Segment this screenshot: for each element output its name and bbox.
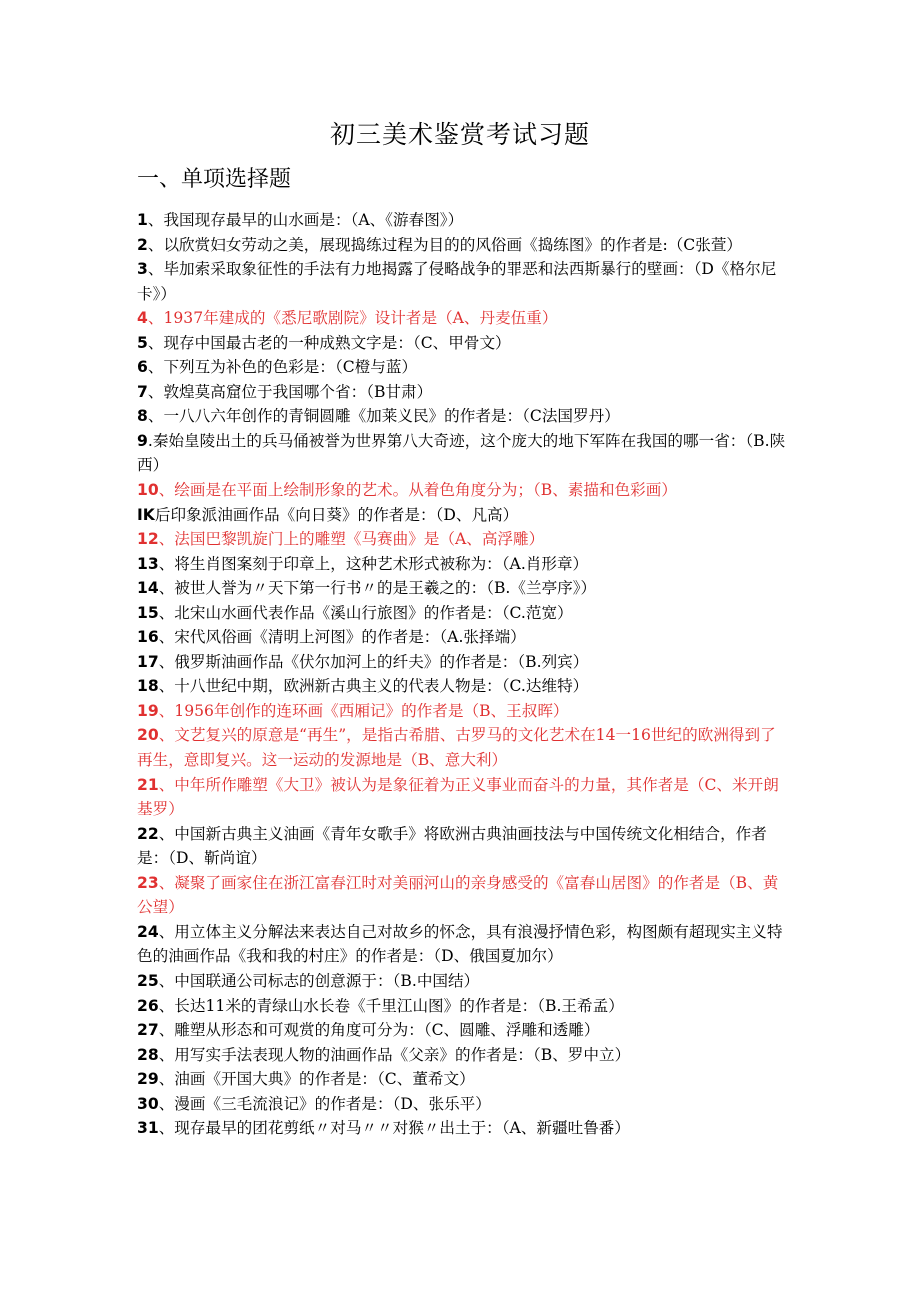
question-number: 21: [137, 775, 159, 794]
question-text: 、被世人誉为〃天下第一行书〃的是王羲之的：（B.《兰亭序》）: [158, 579, 597, 598]
question-text: 、毕加索采取象征性的手法有力地揭露了侵略战争的罪恶和法西斯暴行的壁画：（D《格尔尼卡》）: [137, 260, 777, 303]
question-item: [137, 650, 787, 675]
question-item: [137, 674, 787, 699]
question-item: [137, 233, 787, 258]
question-item: [137, 208, 787, 233]
question-number: 1: [137, 211, 148, 229]
question-item: [137, 871, 787, 920]
question-list: [137, 208, 787, 1141]
question-text: 、敦煌莫高窟位于我国哪个省：（B甘肃）: [147, 382, 433, 401]
question-item: [137, 920, 787, 969]
question-text: 、中国新古典主义油画《青年女歌手》将欧洲古典油画技法与中国传统文化相结合，作者是：（D、靳尚谊）: [137, 824, 767, 868]
question-number: 15: [137, 603, 159, 622]
question-item: [137, 503, 787, 528]
question-text: 、俄罗斯油画作品《伏尔加河上的纤夫》的作者是：（B.列宾）: [158, 652, 589, 671]
question-text: .秦始皇陵出土的兵马俑被誉为世界第八大奇迹，这个庞大的地下军阵在我国的哪一省：（B.陕西）: [137, 431, 786, 475]
question-item: [137, 429, 787, 478]
question-text: 、我国现存最早的山水画是：（A、《游春图》）: [147, 211, 464, 229]
question-number: 27: [137, 1021, 159, 1040]
question-number: 26: [137, 996, 159, 1015]
question-text: 、绘画是在平面上绘制形象的艺术。从着色角度分为；（B、素描和色彩画）: [158, 481, 677, 500]
question-number: 28: [137, 1045, 159, 1064]
question-number: 18: [137, 677, 159, 696]
question-item: [137, 1067, 787, 1092]
section-heading: 一、单项选择题: [137, 167, 292, 192]
question-number: 8: [137, 407, 148, 426]
question-item: [137, 969, 787, 994]
question-item: [137, 773, 787, 822]
question-number: 10: [137, 481, 159, 500]
question-number: 19: [137, 701, 159, 720]
question-item: [137, 306, 787, 331]
question-item: [137, 576, 787, 601]
question-item: [137, 699, 787, 724]
question-number: 7: [137, 382, 148, 401]
question-item: [137, 1018, 787, 1043]
question-number: IK: [137, 505, 155, 524]
question-number: 4: [137, 309, 148, 328]
question-number: 31: [137, 1119, 159, 1138]
question-text: 、用立体主义分解法来表达自己对故乡的怀念，具有浪漫抒情色彩，构图颇有超现实主义特色的油画作品《我和我的村庄》的作者是：（D、俄国夏加尔）: [137, 922, 783, 966]
question-number: 20: [137, 726, 159, 745]
question-number: 30: [137, 1094, 159, 1113]
question-text: 、中年所作雕塑《大卫》被认为是象征着为正义事业而奋斗的力量，其作者是（C、米开朗基罗）: [137, 775, 779, 819]
question-text: 、将生肖图案刻于印章上，这种艺术形式被称为：（A.肖形章）: [158, 554, 589, 573]
question-number: 13: [137, 554, 159, 573]
question-item: [137, 404, 787, 429]
question-number: 2: [137, 235, 148, 254]
question-number: 25: [137, 971, 159, 990]
question-text: 、用写实手法表现人物的油画作品《父亲》的作者是：（B、罗中立）: [158, 1045, 631, 1064]
question-number: 12: [137, 530, 159, 549]
question-text: 、下列互为补色的色彩是：（C橙与蓝）: [147, 358, 418, 377]
question-item: [137, 723, 787, 772]
question-item: [137, 527, 787, 552]
question-text: 、宋代风俗画《清明上河图》的作者是：（A.张择端）: [158, 628, 526, 647]
question-number: 24: [137, 922, 159, 941]
question-text: 、油画《开国大典》的作者是：（C、董希文）: [158, 1070, 475, 1089]
question-item: [137, 552, 787, 577]
question-number: 22: [137, 824, 159, 843]
question-item: [137, 478, 787, 503]
question-number: 17: [137, 652, 159, 671]
question-text: 、现存中国最古老的一种成熟文字是：（C、甲骨文）: [147, 333, 511, 352]
question-item: [137, 380, 787, 405]
question-text: 、一八八六年创作的青铜圆雕《加莱义民》的作者是：（C法国罗丹）: [147, 407, 620, 426]
question-item: [137, 822, 787, 871]
question-text: 、雕塑从形态和可观赏的角度可分为：（C、圆雕、浮雕和透雕）: [158, 1021, 600, 1040]
question-number: 9: [137, 431, 148, 450]
question-text: 、法国巴黎凯旋门上的雕塑《马赛曲》是（A、高浮雕）: [158, 530, 545, 549]
question-text: 、长达11米的青绿山水长卷《千里江山图》的作者是：（B.王希孟）: [158, 996, 624, 1015]
page-title: 初三美术鉴赏考试习题: [329, 120, 590, 149]
question-text: 、以欣赏妇女劳动之美，展现捣练过程为目的的风俗画《捣练图》的作者是:（C张萱）: [147, 235, 743, 254]
question-item: [137, 355, 787, 380]
question-number: 6: [137, 358, 148, 377]
question-item: [137, 601, 787, 626]
question-number: 14: [137, 579, 159, 598]
question-item: [137, 994, 787, 1019]
question-text: 、1956年创作的连环画《西厢记》的作者是（B、王叔晖）: [158, 701, 569, 720]
question-text: 、中国联通公司标志的创意源于：（B.中国结）: [158, 971, 480, 990]
question-text: 、文艺复兴的原意是“再生”，是指古希腊、古罗马的文化艺术在14一16世纪的欧洲得到了再生，意即复兴。这一运动的发源地是（B、意大利）: [137, 726, 776, 770]
question-text: 、北宋山水画代表作品《溪山行旅图》的作者是：（C.范宽）: [158, 603, 573, 622]
question-text: 、凝聚了画家住在浙江富春江时对美丽河山的亲身感受的《富春山居图》的作者是（B、黄公望）: [137, 873, 779, 917]
question-number: 3: [137, 260, 148, 279]
question-item: [137, 1092, 787, 1117]
question-number: 16: [137, 628, 159, 647]
question-text: 、1937年建成的《悉尼歌剧院》设计者是（A、丹麦伍重）: [147, 309, 558, 328]
question-item: [137, 1043, 787, 1068]
question-item: [137, 1116, 787, 1141]
question-text: 、十八世纪中期，欧洲新古典主义的代表人物是：（C.达维特）: [158, 677, 589, 696]
question-number: 5: [137, 333, 148, 352]
question-text: 、现存最早的团花剪纸〃对马〃〃对猴〃出土于：（A、新疆吐鲁番）: [158, 1119, 630, 1138]
question-number: 23: [137, 873, 159, 892]
question-item: [137, 257, 787, 306]
question-text: 后印象派油画作品《向日葵》的作者是：（D、凡高）: [154, 505, 519, 524]
question-text: 、漫画《三毛流浪记》的作者是：（D、张乐平）: [158, 1094, 491, 1113]
question-item: [137, 331, 787, 356]
question-number: 29: [137, 1070, 159, 1089]
question-item: [137, 625, 787, 650]
